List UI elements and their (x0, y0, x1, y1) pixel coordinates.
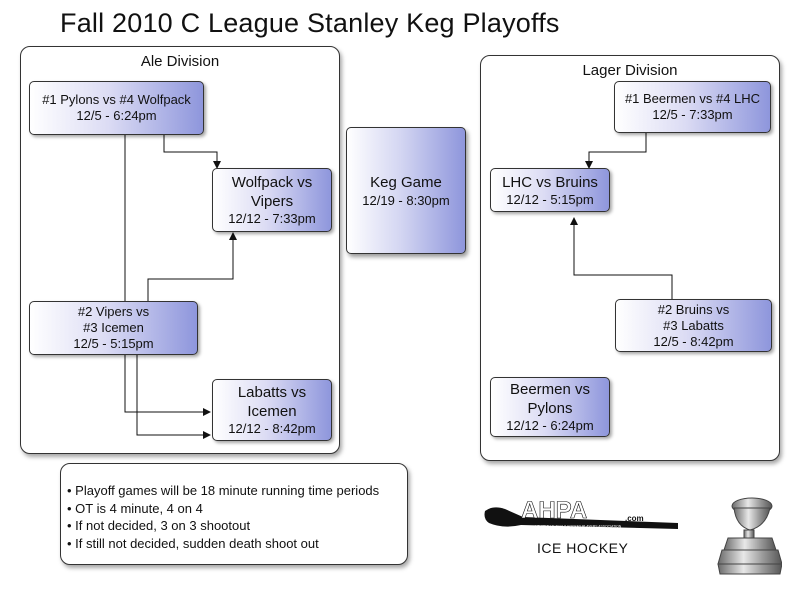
connector-ale-g1-to-g4 (125, 135, 210, 412)
lager-game-3[interactable] (615, 299, 772, 352)
ale-game-3[interactable] (29, 301, 198, 355)
connector-ale-g3-to-g4 (137, 355, 210, 435)
ale-game-1[interactable] (29, 81, 204, 135)
keg-game-time: 12/19 - 8:30pm (362, 192, 450, 208)
ale-game-2[interactable] (212, 168, 332, 232)
ale-game-4[interactable] (212, 379, 332, 441)
game-time: 12/12 - 7:33pm (228, 211, 316, 226)
lager-game-2[interactable] (490, 168, 610, 212)
game-time: 12/5 - 7:33pm (652, 107, 733, 122)
note-item: • Playoff games will be 18 minute running time periods (67, 482, 407, 500)
game-teams: #1 Pylons vs #4 Wolfpack (42, 92, 191, 107)
game-teams: #2 Bruins vs #3 Labatts (657, 301, 730, 333)
note-item: • If not decided, 3 on 3 shootout (67, 517, 407, 535)
trophy-icon (712, 492, 782, 576)
game-time: 12/12 - 6:24pm (506, 418, 594, 433)
game-teams: Wolfpack vs Vipers (231, 174, 313, 210)
lager-game-4[interactable] (490, 377, 610, 437)
logo-text: AHPA (521, 497, 588, 524)
lager-division-label: Lager Division (582, 62, 678, 79)
keg-game-title: Keg Game (370, 173, 442, 191)
ale-division-label: Ale Division (140, 53, 220, 70)
game-teams: Beermen vs Pylons (509, 381, 591, 417)
lager-game-1[interactable] (614, 81, 771, 133)
game-teams: #2 Vipers vs #3 Icemen (77, 304, 150, 335)
note-item: • OT is 4 minute, 4 on 4 (67, 500, 407, 518)
game-time: 12/12 - 5:15pm (506, 191, 594, 207)
connector-lager-g1-to-g2 (589, 133, 646, 168)
game-teams: Labatts vs Icemen (237, 384, 307, 420)
game-teams: #1 Beermen vs #4 LHC (624, 91, 761, 106)
game-time: 12/5 - 6:24pm (76, 108, 157, 123)
page-title: Fall 2010 C League Stanley Keg Playoffs (60, 8, 560, 38)
game-teams: LHC vs Bruins (502, 173, 598, 191)
logo-tagline: LOUISVILLE ADULT HOCKEY PLAYERS ASSOCIATION (535, 524, 622, 529)
keg-game[interactable] (346, 127, 466, 254)
connector-ale-g3-to-g2 (148, 233, 233, 302)
note-item: • If still not decided, sudden death shoot out (67, 535, 407, 553)
game-time: 12/5 - 8:42pm (653, 333, 734, 349)
connector-ale-g1-to-g2 (164, 135, 217, 168)
logo-subtitle: ICE HOCKEY (537, 540, 629, 556)
logo-suffix: .com (625, 514, 644, 523)
connector-lager-g3-to-g2 (574, 218, 672, 299)
game-time: 12/5 - 5:15pm (73, 336, 154, 351)
rules-notes (60, 463, 408, 565)
game-time: 12/12 - 8:42pm (228, 421, 316, 436)
